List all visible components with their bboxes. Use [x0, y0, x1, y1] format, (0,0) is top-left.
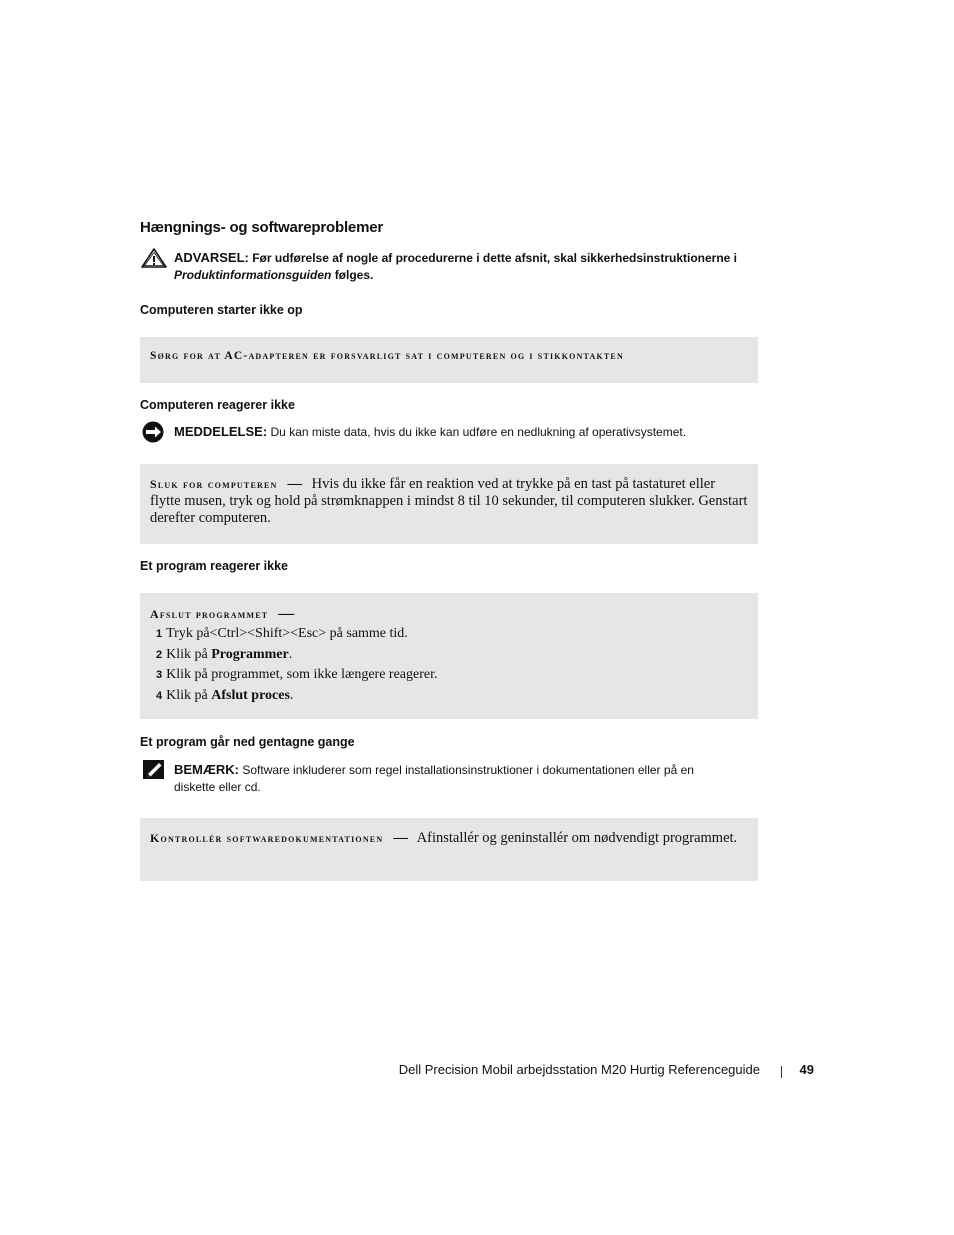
warning-notice — [140, 247, 740, 284]
notice-circle-icon — [140, 421, 168, 443]
caution-text: Du kan miste data, hvis du ikke kan udføre en nedlukning af operativsystemet. — [270, 425, 687, 439]
list-item: 3 Klik på programmet, som ikke længere reagerer. — [156, 667, 438, 682]
page-number: 49 — [799, 1062, 814, 1077]
ui-term: Afslut proces — [211, 687, 290, 703]
solution-box — [140, 818, 758, 881]
caution-notice — [140, 421, 740, 441]
solution-box — [140, 337, 758, 383]
warning-triangle-icon — [140, 247, 168, 269]
ui-term: Programmer — [211, 646, 289, 662]
section-title: Hængnings- og softwareproblemer — [140, 219, 383, 236]
solution-text: Hvis du ikke får en reaktion ved at trykke på en tast på tastaturet eller flytte musen, tryk og hold på strømknappen i mindst 8 til 10 sekunder, til computeren slukker. Genstart derefter computeren. — [150, 476, 748, 526]
caution-label: MEDDELELSE: — [174, 424, 268, 439]
em-dash: — — [287, 476, 302, 492]
note-text: Software inkluderer som regel installationsinstruktioner i dokumentationen eller på en — [242, 763, 694, 777]
solution-title: Kontrollér softwaredokumentationen — [150, 831, 384, 845]
warning-text-end: følges. — [334, 268, 374, 282]
solution-box — [140, 593, 758, 719]
list-item: 4 Klik på Afslut proces. — [156, 687, 294, 703]
note-notice — [140, 759, 740, 796]
problem-heading: Et program reagerer ikke — [140, 559, 288, 573]
warning-text: Før udførelse af nogle af procedurerne i dette afsnit, skal sikkerhedsinstruktionerne i — [252, 251, 738, 265]
footer-divider — [781, 1066, 782, 1078]
list-item: 1 Tryk på<Ctrl><Shift><Esc> på samme tid. — [156, 626, 408, 641]
problem-heading: Computeren reagerer ikke — [140, 398, 295, 412]
footer-title: Dell Precision Mobil arbejdsstation M20 Hurtig Referenceguide — [398, 1062, 760, 1077]
problem-heading: Et program går ned gentagne gange — [140, 735, 355, 749]
note-pencil-icon — [140, 759, 168, 781]
warning-emphasis: Produktinformationsguiden — [174, 268, 332, 282]
warning-label: ADVARSEL: — [174, 250, 249, 265]
solution-title: Sørg for at AC-adapteren er forsvarligt sat i computeren og i stikkontakten — [150, 350, 624, 362]
solution-title: Sluk for computeren — [150, 477, 278, 491]
step-list — [150, 624, 748, 706]
list-item: 2 Klik på Programmer. — [156, 646, 293, 662]
solution-title: Afslut programmet — [150, 607, 269, 621]
problem-heading: Computeren starter ikke op — [140, 303, 303, 317]
note-label: BEMÆRK: — [174, 762, 239, 777]
em-dash: — — [278, 605, 295, 622]
solution-box — [140, 464, 758, 544]
solution-text: Afinstallér og geninstallér om nødvendigt programmet. — [416, 830, 738, 846]
em-dash: — — [393, 830, 408, 846]
note-text-continued: diskette eller cd. — [174, 780, 261, 794]
